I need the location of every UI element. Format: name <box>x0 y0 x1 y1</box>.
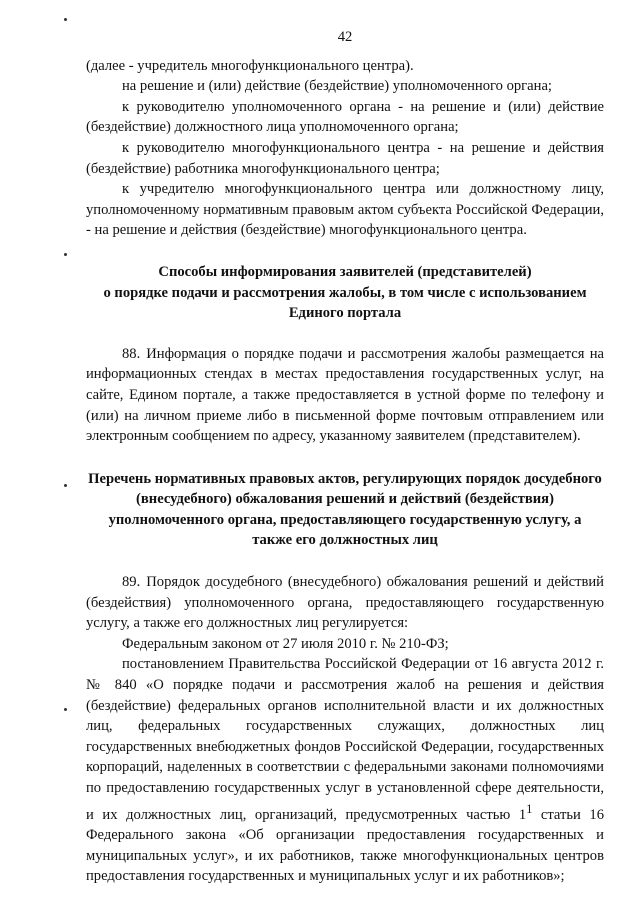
decree-text-part1: постановлением Правительства Российской Федерации от 16 августа 2012 г. № 840 «О порядке подачи и рассмотрения жалоб на решения и действия (бездействие) федеральных органов исполнительной власти и их должностных лиц, федеральных государственных служащих, должностных лиц государственных внебюджетных фондов Российской Федерации, государственных корпораций, наделенных в соответствии с федеральными законами полномочиями по предоставлению государственных услуг в установленной сфере деятельности, и их должностных лиц, организаций, предусмотренных частью 1 <box>86 656 604 823</box>
paragraph-government-decree <box>86 654 604 886</box>
section-heading-regulations <box>86 469 604 551</box>
paragraph-text: Порядок досудебного (внесудебного) обжалования решений и действий (бездействия) уполномоченного органа, предоставляющего государственную услугу, а также его должностных лиц регулируется: <box>86 574 604 632</box>
paragraph-federal-law: Федеральным законом от 27 июля 2010 г. № 210-ФЗ; <box>122 635 449 652</box>
paragraph-complaint-target-head-organ: к руководителю уполномоченного органа - на решение и (или) действие (бездействие) должностного лица уполномоченного органа; <box>86 98 604 136</box>
heading-line: уполномоченного органа, предоставляющего государственную услугу, а <box>108 511 582 528</box>
heading-line: о порядке подачи и рассмотрения жалобы, в том числе с использованием <box>103 284 587 301</box>
decree-superscript: 1 <box>526 801 533 816</box>
heading-line: Единого портала <box>288 305 402 322</box>
paragraph-complaint-target-organ: на решение и (или) действие (бездействие) уполномоченного органа; <box>122 78 552 95</box>
paragraph-88 <box>86 344 604 447</box>
scan-speck <box>64 484 67 487</box>
scan-speck <box>64 708 67 711</box>
heading-line: (внесудебного) обжалования решений и действий (бездействия) <box>136 491 554 508</box>
paragraph-complaint-target-founder-mfc: к учредителю многофункционального центра или должностному лицу, уполномоченному нормативным правовым актом субъекта Российской Федерации, - на решение и действия (бездействие) многофункционального центра. <box>86 181 604 239</box>
paragraph-complaint-target-head-mfc: к руководителю многофункционального центра - на решение и действия (бездействие) работника многофункционального центра; <box>86 139 604 177</box>
heading-line: Перечень нормативных правовых актов, регулирующих порядок досудебного <box>88 470 602 487</box>
document-page <box>86 0 604 887</box>
decree-text-part2: статьи 16 Федерального закона «Об организации предоставления государственных и муниципальных услуг», и их работников, также многофункциональных центров предоставления государственных и муниципальных услуг и их работников»; <box>86 806 604 885</box>
heading-line: Способы информирования заявителей (представителей) <box>158 263 532 280</box>
section-heading-informing <box>86 262 604 324</box>
paragraph-continuation: (далее - учредитель многофункционального центра). <box>86 57 414 74</box>
paragraph-89 <box>86 572 604 634</box>
paragraph-number: 88. <box>122 345 141 362</box>
page-number: 42 <box>337 29 353 45</box>
paragraph-text: Информация о порядке подачи и рассмотрения жалобы размещается на информационных стендах в местах предоставления государственных услуг, на сайте, Едином портале, а также предоставляется в устной форме по телефону и (или) на личном приеме либо в письменной форме почтовым отправлением или электронным сообщением по адресу, указанному заявителем (представителем). <box>86 345 604 445</box>
scan-speck <box>64 18 67 21</box>
scan-speck <box>64 253 67 256</box>
paragraph-number: 89. <box>122 574 141 591</box>
heading-line: также его должностных лиц <box>252 532 438 549</box>
